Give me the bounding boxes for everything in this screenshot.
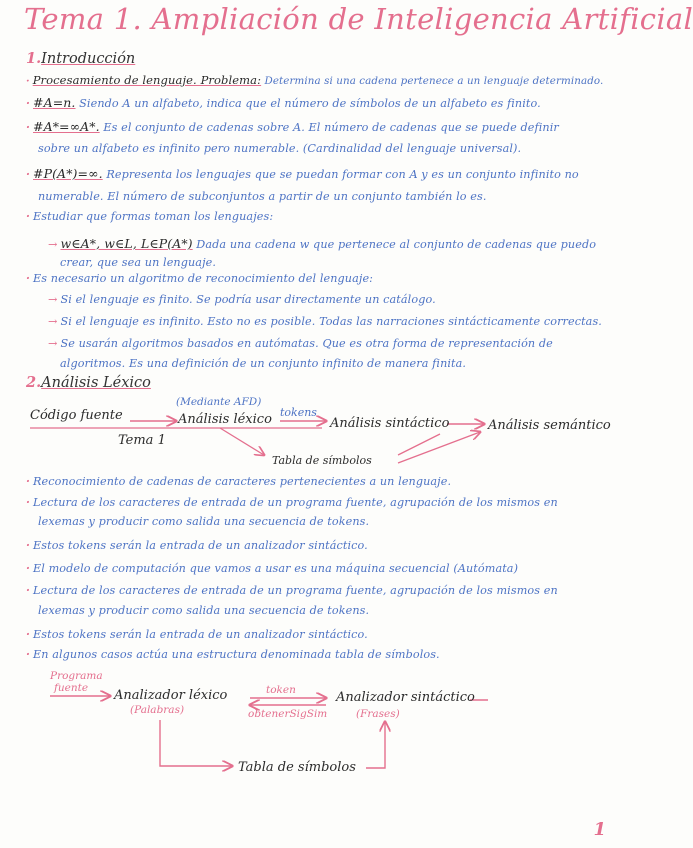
arrow-table-to-parser (398, 434, 440, 455)
diagram1-tema: Tema 1 (118, 433, 166, 448)
list-item-text: Es necesario un algoritmo de reconocimiento del lenguaje: (33, 272, 374, 285)
arrow-lexer-to-table (220, 428, 264, 455)
section-1-number: 1. (26, 50, 42, 67)
list-item-text: El modelo de computación que vamos a usar es una máquina secuencial (Autómata) (33, 562, 519, 575)
bullet-dot: · (26, 120, 30, 134)
diagram1-parser: Análisis sintáctico (330, 416, 450, 431)
arrow-bullet: → (48, 238, 58, 251)
page-number: 1 (593, 819, 606, 840)
list-item (38, 514, 369, 530)
diagram2-token: token (266, 684, 296, 696)
list-item (26, 582, 558, 599)
diagram1-source: Código fuente (30, 408, 123, 423)
list-item-text: Representa los lenguajes que se puedan formar con A y es un conjunto infinito no (102, 168, 579, 181)
page-title: Tema 1. Ampliación de Inteligencia Artificial (24, 2, 693, 36)
list-item-text: Estos tokens serán la entrada de un analizador sintáctico. (33, 539, 368, 552)
diagram1-lexer-note: (Mediante AFD) (176, 396, 262, 408)
bullet-dot: · (26, 627, 30, 641)
list-item (26, 560, 518, 577)
list-item-text: Lectura de los caracteres de entrada de un programa fuente, agrupación de los mismos en (33, 496, 558, 509)
list-item-text: algoritmos. Es una definición de un conjunto infinito de manera finita. (60, 357, 467, 370)
diagram2-parser: Analizador sintáctico (336, 690, 475, 705)
list-item-text: numerable. El número de subconjuntos a partir de un conjunto también lo es. (38, 190, 487, 203)
arrow-bullet: → (48, 293, 58, 306)
diagram2-source: fuente (54, 682, 89, 694)
diagram1-lexer: Análisis léxico (178, 412, 272, 427)
diagram2-program: Programa (50, 670, 103, 682)
list-item-text: En algunos casos actúa una estructura denominada tabla de símbolos. (33, 648, 440, 661)
bullet-dot: · (26, 495, 30, 509)
section-2-number: 2. (26, 374, 42, 391)
arrow-table-to-parser-2 (366, 722, 385, 768)
diagram2-parser-sub: (Frases) (356, 708, 400, 720)
list-item-text: lexemas y producir como salida una secuencia de tokens. (38, 515, 370, 528)
section-1-title: Introducción (41, 51, 136, 67)
list-item-text: Siendo A un alfabeto, indica que el número de símbolos de un alfabeto es finito. (75, 97, 541, 110)
bullet-dot: · (26, 647, 30, 661)
bullet-dot: · (26, 167, 30, 181)
list-item-key: Procesamiento de lenguaje. Problema: (32, 73, 262, 87)
diagram1-symbols: Tabla de símbolos (272, 454, 372, 467)
bullet-dot: · (26, 209, 30, 223)
bullet-dot: · (26, 75, 30, 87)
list-item-text: Determina si una cadena pertenece a un lenguaje determinado. (261, 75, 604, 87)
list-item-text: Se usarán algoritmos basados en autómatas. Que es otra forma de representación de (60, 337, 553, 350)
diagram2-lexer: Analizador léxico (114, 688, 228, 703)
list-item (26, 537, 368, 554)
list-item-key: #A*=∞A*. (33, 119, 100, 134)
list-item (26, 473, 451, 490)
diagram2-lexer-sub: (Palabras) (130, 704, 185, 716)
diagram2-get-next: obtenerSigSim (248, 708, 328, 720)
bullet-dot: · (26, 271, 30, 285)
bullet-dot: · (26, 96, 30, 110)
arrow-bullet: → (48, 337, 58, 350)
list-item-key: #P(A*)=∞. (33, 166, 103, 181)
bullet-dot: · (26, 561, 30, 575)
list-item-text: Dada una cadena w que pertenece al conjunto de cadenas que puedo (192, 238, 597, 251)
diagram1-semantic: Análisis semántico (488, 418, 611, 433)
bullet-dot: · (26, 583, 30, 597)
list-item-text: sobre un alfabeto es infinito pero numerable. (Cardinalidad del lenguaje universal). (38, 142, 522, 155)
list-item-text: lexemas y producir como salida una secuencia de tokens. (38, 604, 370, 617)
bullet-dot: · (26, 538, 30, 552)
list-item (38, 603, 369, 619)
list-item-text: Si el lenguaje es finito. Se podría usar directamente un catálogo. (60, 293, 436, 306)
list-item (26, 646, 440, 663)
diagram2-symbols: Tabla de símbolos (238, 760, 356, 775)
list-item (26, 494, 558, 511)
list-item-key: #A=n. (33, 95, 76, 110)
list-item (26, 626, 368, 643)
arrow-bullet: → (48, 315, 58, 328)
list-item-text: Estudiar que formas toman los lenguajes: (33, 210, 274, 223)
list-item-text: Lectura de los caracteres de entrada de un programa fuente, agrupación de los mismos en (33, 584, 558, 597)
bullet-dot: · (26, 474, 30, 488)
diagram1-tokens: tokens (280, 406, 317, 419)
list-item-key: w∈A*, w∈L, L∈P(A*) (60, 236, 193, 251)
list-item-text: Es el conjunto de cadenas sobre A. El número de cadenas que se puede definir (99, 121, 559, 134)
arrow-lexer-to-table-2 (160, 720, 232, 766)
section-2-title: Análisis Léxico (41, 375, 151, 391)
list-item-text: crear, que sea un lenguaje. (60, 256, 217, 269)
list-item-text: Reconocimiento de cadenas de caracteres pertenecientes a un lenguaje. (33, 475, 452, 488)
list-item-text: Estos tokens serán la entrada de un analizador sintáctico. (33, 628, 368, 641)
list-item-text: Si el lenguaje es infinito. Esto no es posible. Todas las narraciones sintácticamente correctas. (60, 315, 602, 328)
arrow-table-to-semantic (398, 432, 480, 463)
